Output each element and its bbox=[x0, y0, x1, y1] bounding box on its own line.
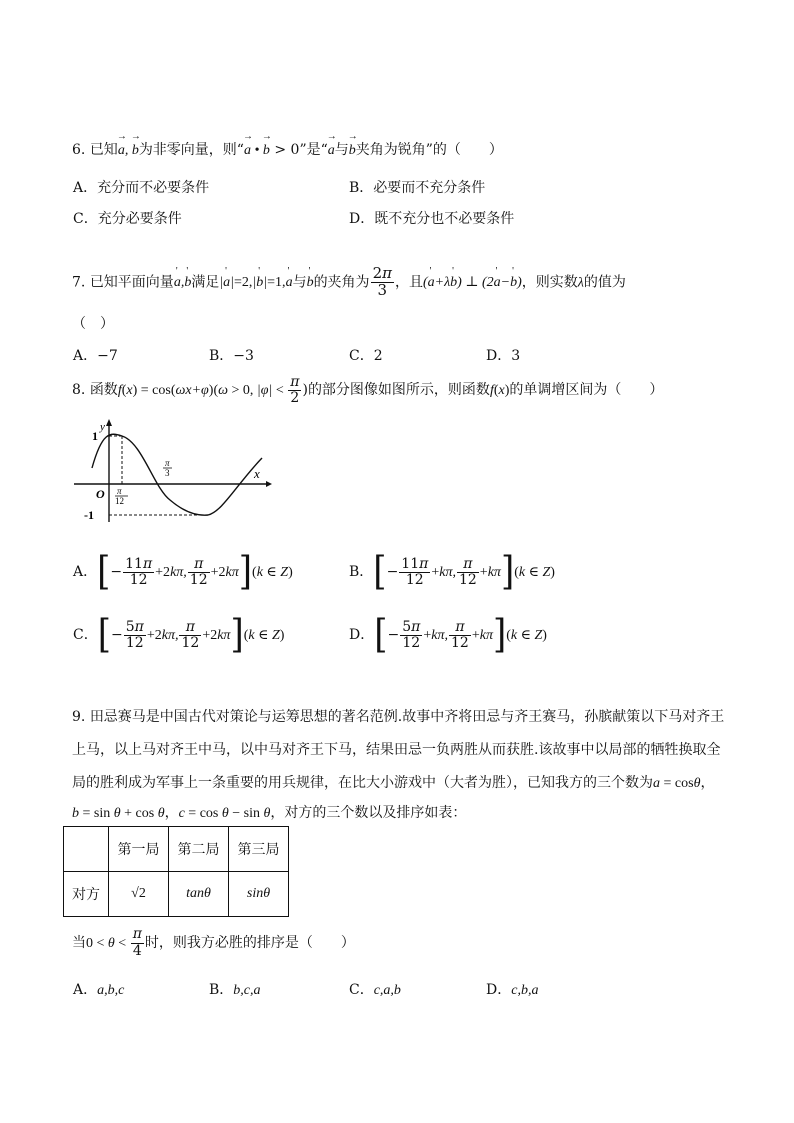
q9-option-c: C．c,a,b bbox=[349, 982, 401, 998]
q9-condition: 当0 < θ < $\frac{\pi}{4}$ 时，则我方必胜的排序是（ ） bbox=[72, 926, 355, 959]
graph-one: 1 bbox=[92, 429, 98, 443]
q8-graph bbox=[72, 418, 272, 524]
q9-line4: b = sin θ + cos θ，c = cos θ − sin θ，对方的三个数以及排序如表： bbox=[72, 805, 467, 821]
q6-option-c: C．充分必要条件 bbox=[73, 211, 182, 227]
graph-y-label: y bbox=[100, 421, 105, 433]
q7-stem: 7. 已知平面向量' a,' b满足|' a|=2,|' b|=1,' a与' b的夹角为 $\frac{2\pi}{3}$ ，且(' a+λ' b) ⊥ (2' a−' b)，则实数λ的值为 bbox=[72, 266, 626, 299]
q9-option-b: B．b,c,a bbox=[209, 982, 261, 998]
svg-text:3: 3 bbox=[165, 468, 170, 478]
q6-option-d: D．既不充分也不必要条件 bbox=[349, 211, 515, 227]
table-header-row bbox=[64, 827, 289, 872]
q9-line1: 9. 田忌赛马是中国古代对策论与运筹思想的著名范例.故事中齐将田忌与齐王赛马，孙膑献策以下马对齐王 bbox=[72, 709, 725, 725]
table-row bbox=[64, 872, 289, 917]
table-cell: 第一局 bbox=[109, 827, 169, 872]
svg-text:π: π bbox=[117, 486, 122, 496]
graph-origin: O bbox=[96, 487, 105, 501]
table-cell: √2 bbox=[109, 872, 169, 917]
table-cell: 对方 bbox=[64, 872, 109, 917]
table-cell bbox=[64, 827, 109, 872]
q8-option-b: B．[− $\frac{11\pi}{12}$ +kπ, $\frac{\pi}{12}$ +kπ](k ∈ Z) bbox=[349, 549, 555, 595]
q9-line2: 上马，以上马对齐王中马，以中马对齐王下马，结果田忌一负两胜从而获胜.该故事中以局部的牺牲换取全 bbox=[72, 742, 721, 758]
graph-neg-one: -1 bbox=[84, 508, 94, 522]
q9-table bbox=[63, 826, 289, 917]
table-cell: 第三局 bbox=[229, 827, 289, 872]
table-cell: 第二局 bbox=[169, 827, 229, 872]
q8-option-a: A．[− $\frac{11\pi}{12}$ +2kπ, $\frac{\pi}{12}$ +2kπ](k ∈ Z) bbox=[73, 549, 293, 595]
graph-x-label: x bbox=[254, 466, 260, 481]
q6-option-a: A．充分而不必要条件 bbox=[73, 180, 210, 196]
q6-number: 6. bbox=[72, 142, 86, 158]
q7-option-c: C．2 bbox=[349, 348, 383, 364]
svg-text:π: π bbox=[165, 458, 170, 468]
table-cell: tanθ bbox=[169, 872, 229, 917]
svg-text:12: 12 bbox=[115, 496, 124, 506]
q7-option-a: A．−7 bbox=[73, 348, 118, 364]
graph-pi12-label bbox=[115, 486, 128, 506]
q9-option-a: A．a,b,c bbox=[73, 982, 125, 998]
q8-option-c: C．[− $\frac{5\pi}{12}$ +2kπ, $\frac{\pi}{12}$ +2kπ](k ∈ Z) bbox=[73, 612, 285, 658]
table-cell: sinθ bbox=[229, 872, 289, 917]
graph-pi3-label bbox=[163, 458, 172, 478]
q7-paren: （ ） bbox=[72, 316, 114, 332]
q9-option-d: D．c,b,a bbox=[486, 982, 539, 998]
q6-stem: 6. 已知→ a, → b为非零向量，则“→ a • → b > 0”是“→ a与→ b夹角为锐角”的（ ） bbox=[72, 139, 503, 159]
q8-stem: 8. 函数f(x) = cos(ωx+φ)(ω > 0, |φ| < $\frac{\pi}{2}$ )的部分图像如图所示，则函数f(x)的单调增区间为（ ） bbox=[72, 374, 664, 406]
q9-line3: 局的胜利成为军事上一条重要的用兵规律，在比大小游戏中（大者为胜），已知我方的三个数为a = cosθ， bbox=[72, 775, 715, 791]
q8-option-d: D．[− $\frac{5\pi}{12}$ +kπ, $\frac{\pi}{12}$ +kπ](k ∈ Z) bbox=[349, 612, 547, 658]
q7-option-d: D．3 bbox=[486, 348, 521, 364]
q7-option-b: B．−3 bbox=[209, 348, 254, 364]
q6-option-b: B．必要而不充分条件 bbox=[349, 180, 486, 196]
